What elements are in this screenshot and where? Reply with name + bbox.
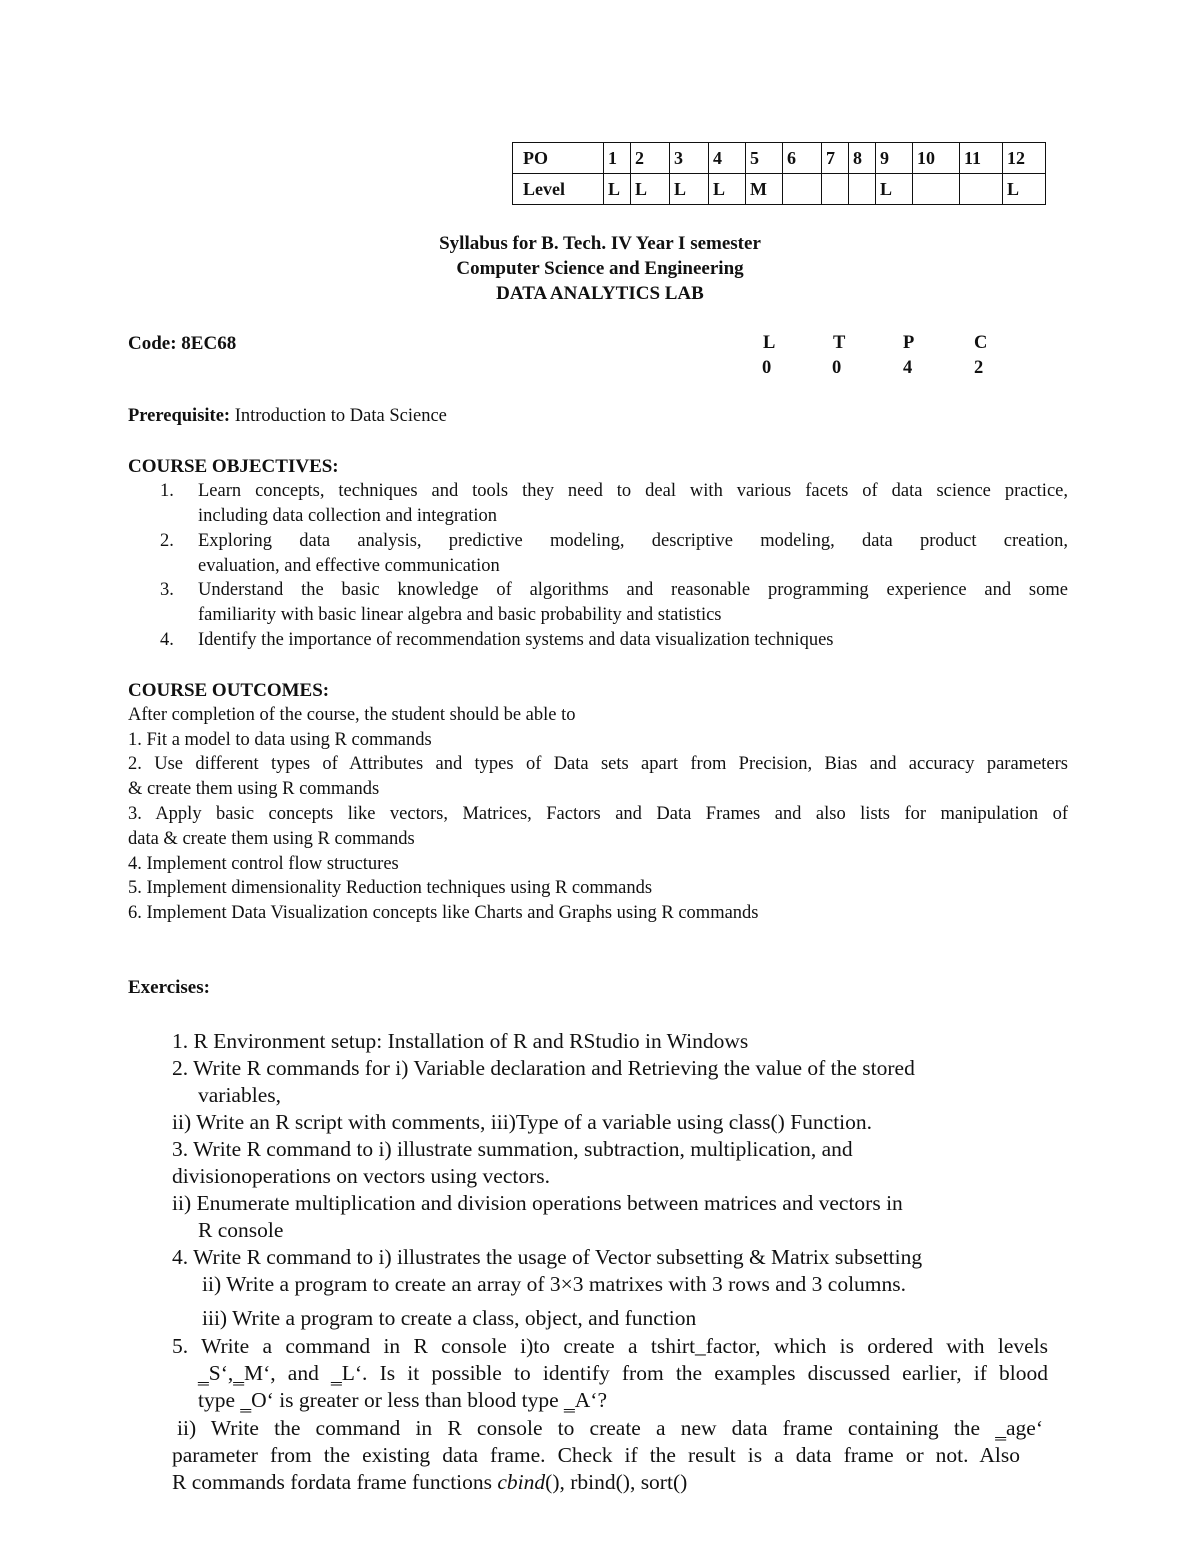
ltpc-header-p: P (903, 333, 915, 353)
objective-line: Understand the basic knowledge of algorithms and reasonable programming experience and some (198, 580, 1068, 600)
objective-number: 4. (160, 630, 174, 650)
po-number-cell: 12 (1003, 143, 1046, 174)
objective-number: 2. (160, 531, 174, 551)
objective-line: Exploring data analysis, predictive modeling, descriptive modeling, data product creation, (198, 531, 1068, 551)
course-code: Code: 8EC68 (128, 333, 237, 354)
po-number-cell: 7 (822, 143, 849, 174)
po-number-cell: 10 (913, 143, 960, 174)
level-cell: L (604, 174, 631, 205)
outcome-line: & create them using R commands (128, 779, 380, 799)
level-cell (783, 174, 822, 205)
po-number-cell: 4 (709, 143, 746, 174)
prerequisite-value: Introduction to Data Science (234, 406, 447, 426)
level-cell (849, 174, 876, 205)
exercise-line: ii) Write the command in R console to create a new data frame containing the ‗age‘ (177, 1416, 1043, 1440)
level-cell: L (876, 174, 913, 205)
ltpc-value-t: 0 (832, 358, 842, 378)
ltpc-header-l: L (763, 333, 776, 353)
department-title: Computer Science and Engineering (456, 258, 744, 279)
level-cell: L (631, 174, 670, 205)
po-level-table (512, 142, 1046, 205)
exercise-line: type ‗O‘ is greater or less than blood type ‗A‘? (198, 1388, 607, 1412)
exercise-line: ii) Write a program to create an array of 3×3 matrixes with 3 rows and 3 columns. (202, 1272, 907, 1296)
exercise-line: ii) Enumerate multiplication and division operations between matrices and vectors in (172, 1191, 903, 1215)
level-cell: M (746, 174, 783, 205)
exercise-line: parameter from the existing data frame. Check if the result is a data frame or not. Also (172, 1443, 1020, 1467)
outcome-line: 6. Implement Data Visualization concepts like Charts and Graphs using R commands (128, 903, 759, 923)
exercise-line: variables, (198, 1083, 281, 1107)
exercise-line: divisionoperations on vectors using vectors. (172, 1164, 550, 1188)
po-header-cell: PO (513, 143, 604, 174)
po-row (513, 143, 1046, 174)
objective-line: familiarity with basic linear algebra and basic probability and statistics (198, 605, 722, 625)
po-number-cell: 2 (631, 143, 670, 174)
exercise-line: 3. Write R command to i) illustrate summation, subtraction, multiplication, and (172, 1137, 853, 1161)
exercise-line: 5. Write a command in R console i)to create a tshirt_factor, which is ordered with levels (172, 1334, 1048, 1358)
outcome-line: 1. Fit a model to data using R commands (128, 730, 432, 750)
objective-line: evaluation, and effective communication (198, 556, 500, 576)
course-title: DATA ANALYTICS LAB (496, 283, 704, 304)
ltpc-value-l: 0 (762, 358, 772, 378)
exercise-line: iii) Write a program to create a class, object, and function (202, 1306, 697, 1330)
exercise-text: R commands fordata frame functions (172, 1470, 498, 1494)
ltpc-header-c: C (974, 333, 988, 353)
po-number-cell: 8 (849, 143, 876, 174)
level-cell: L (1003, 174, 1046, 205)
exercise-line: 2. Write R commands for i) Variable declaration and Retrieving the value of the stored (172, 1056, 915, 1080)
outcomes-intro: After completion of the course, the student should be able to (128, 705, 576, 725)
level-cell (822, 174, 849, 205)
po-number-cell: 11 (960, 143, 1003, 174)
exercise-line: 1. R Environment setup: Installation of R and RStudio in Windows (172, 1029, 749, 1053)
exercises-heading: Exercises: (128, 977, 210, 998)
outcome-line: 3. Apply basic concepts like vectors, Matrices, Factors and Data Frames and also lists for manipulation of (128, 804, 1068, 824)
exercise-line-final (172, 1470, 687, 1495)
exercise-line: ii) Write an R script with comments, iii)Type of a variable using class() Function. (172, 1110, 873, 1134)
outcome-line: 2. Use different types of Attributes and types of Data sets apart from Precision, Bias and accuracy parameters (128, 754, 1068, 774)
po-number-cell: 1 (604, 143, 631, 174)
outcome-line: data & create them using R commands (128, 829, 415, 849)
level-cell: L (670, 174, 709, 205)
po-number-cell: 6 (783, 143, 822, 174)
objective-number: 1. (160, 481, 174, 501)
prerequisite-label: Prerequisite: (128, 406, 231, 426)
level-cell (960, 174, 1003, 205)
syllabus-title: Syllabus for B. Tech. IV Year I semester (439, 233, 761, 254)
level-row (513, 174, 1046, 205)
ltpc-header-t: T (833, 333, 846, 353)
ltpc-value-p: 4 (903, 358, 913, 378)
objectives-heading: COURSE OBJECTIVES: (128, 456, 339, 477)
objective-line: Identify the importance of recommendation systems and data visualization techniques (198, 630, 834, 650)
exercise-line: R console (198, 1218, 284, 1242)
objective-number: 3. (160, 580, 174, 600)
outcome-line: 4. Implement control flow structures (128, 854, 399, 874)
po-number-cell: 5 (746, 143, 783, 174)
prerequisite (128, 406, 447, 427)
outcomes-heading: COURSE OUTCOMES: (128, 680, 330, 701)
po-number-cell: 3 (670, 143, 709, 174)
exercise-line: 4. Write R command to i) illustrates the usage of Vector subsetting & Matrix subsetting (172, 1245, 923, 1269)
outcome-line: 5. Implement dimensionality Reduction techniques using R commands (128, 878, 653, 898)
level-header-cell: Level (513, 174, 604, 205)
objective-line: including data collection and integration (198, 506, 497, 526)
exercise-function-name: cbind (497, 1470, 546, 1494)
level-cell: L (709, 174, 746, 205)
exercise-line: ‗S‘,‗M‘, and ‗L‘. Is it possible to identify from the examples discussed earlier, if blood (198, 1361, 1048, 1385)
exercise-text: (), rbind(), sort() (545, 1470, 688, 1494)
ltpc-value-c: 2 (974, 358, 984, 378)
po-number-cell: 9 (876, 143, 913, 174)
level-cell (913, 174, 960, 205)
objective-line: Learn concepts, techniques and tools they need to deal with various facets of data science practice, (198, 481, 1068, 501)
